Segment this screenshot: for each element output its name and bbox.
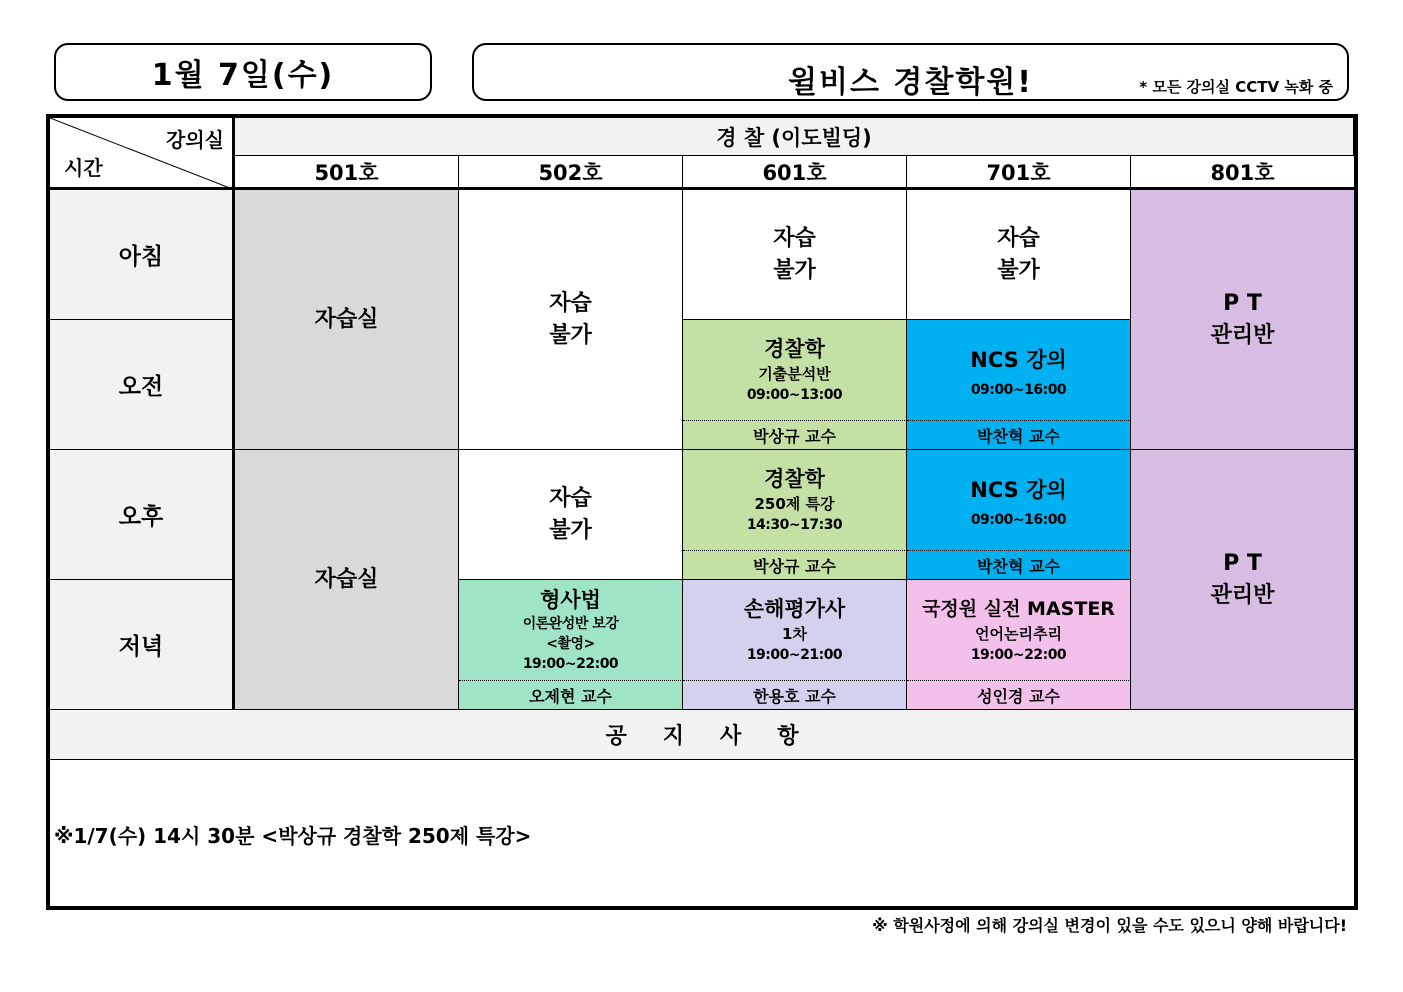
class-title: 손해평가사 (743, 597, 846, 621)
time-label-evening: 저녁 (50, 580, 235, 710)
class-time: 19:00~22:00 (522, 656, 619, 672)
cell-601-am-prof: 박상규 교수 (683, 420, 907, 450)
cell-601-evening-prof: 한용호 교수 (683, 680, 907, 710)
cell-601-morning (683, 190, 907, 320)
management-class-label: 관리반 (1210, 322, 1275, 348)
pt-label: P T (1223, 550, 1262, 576)
class-title: 형사법 (540, 588, 601, 612)
not-allowed-text: 불가 (549, 517, 592, 543)
cell-701-pm (907, 450, 1131, 550)
cell-601-evening (683, 580, 907, 680)
class-time: 09:00~16:00 (970, 382, 1067, 398)
class-time: 09:00~16:00 (970, 512, 1067, 528)
class-title: NCS 강의 (970, 348, 1067, 372)
room-header-801: 801호 (1131, 156, 1354, 190)
building-header: 경 찰 (이도빌딩) (235, 118, 1354, 156)
title-banner (472, 43, 1349, 101)
class-subtitle: 기출분석반 (758, 365, 831, 383)
cell-701-evening (907, 580, 1131, 680)
notice-text: ※1/7(수) 14시 30분 <박상규 경찰학 250제 특강> (54, 824, 532, 848)
cell-501-morning: 자습실 (235, 190, 459, 450)
class-subtitle: 이론완성반 보강 (522, 616, 619, 632)
class-title: 경찰학 (764, 337, 825, 361)
cell-601-am (683, 320, 907, 420)
cell-801-afternoon (1131, 450, 1354, 710)
class-title: NCS 강의 (970, 478, 1067, 502)
time-label-morning: 아침 (50, 190, 235, 320)
not-allowed-text: 불가 (773, 257, 816, 283)
class-note: <촬영> (546, 636, 595, 652)
corner-header (50, 118, 235, 190)
cell-502-evening (459, 580, 683, 680)
cell-601-pm-prof: 박상규 교수 (683, 550, 907, 580)
room-header-701: 701호 (907, 156, 1131, 190)
academy-title: 윌비스 경찰학원! (788, 65, 1033, 100)
cell-701-am-prof: 박찬혁 교수 (907, 420, 1131, 450)
cctv-note: * 모든 강의실 CCTV 녹화 중 (1139, 78, 1333, 96)
self-study-text: 자습 (773, 225, 816, 251)
room-header-501: 501호 (235, 156, 459, 190)
class-title: 국정원 실전 MASTER (922, 598, 1115, 620)
cell-502-afternoon (459, 450, 683, 580)
class-title: 경찰학 (764, 467, 825, 491)
time-label-pm: 오후 (50, 450, 235, 580)
not-allowed-text: 불가 (549, 322, 592, 348)
time-label-am: 오전 (50, 320, 235, 450)
class-subtitle: 1차 (782, 625, 807, 643)
schedule-table (46, 114, 1358, 910)
footer-note: ※ 학원사정에 의해 강의실 변경이 있을 수도 있으니 양해 바랍니다! (872, 916, 1347, 935)
cell-701-morning (907, 190, 1131, 320)
pt-label: P T (1223, 290, 1262, 316)
room-header-601: 601호 (683, 156, 907, 190)
room-header-502: 502호 (459, 156, 683, 190)
cell-601-pm (683, 450, 907, 550)
self-study-text: 자습 (549, 485, 592, 511)
cell-701-am (907, 320, 1131, 420)
class-subtitle: 250제 특강 (754, 495, 835, 513)
date-label: 1월 7일(수) (54, 43, 432, 101)
class-time: 09:00~13:00 (746, 387, 843, 403)
class-time: 19:00~21:00 (746, 647, 843, 663)
corner-time-label: 시간 (64, 156, 103, 180)
cell-501-afternoon: 자습실 (235, 450, 459, 710)
cell-701-evening-prof: 성인경 교수 (907, 680, 1131, 710)
cell-701-pm-prof: 박찬혁 교수 (907, 550, 1131, 580)
management-class-label: 관리반 (1210, 582, 1275, 608)
notice-heading: 공지사항 (50, 710, 1354, 760)
not-allowed-text: 불가 (997, 257, 1040, 283)
class-subtitle: 언어논리추리 (975, 625, 1062, 643)
corner-room-label: 강의실 (166, 128, 224, 152)
class-time: 14:30~17:30 (746, 517, 843, 533)
cell-502-evening-prof: 오제현 교수 (459, 680, 683, 710)
cell-502-morning (459, 190, 683, 450)
cell-801-morning (1131, 190, 1354, 450)
self-study-text: 자습 (549, 290, 592, 316)
self-study-text: 자습 (997, 225, 1040, 251)
class-time: 19:00~22:00 (970, 647, 1067, 663)
